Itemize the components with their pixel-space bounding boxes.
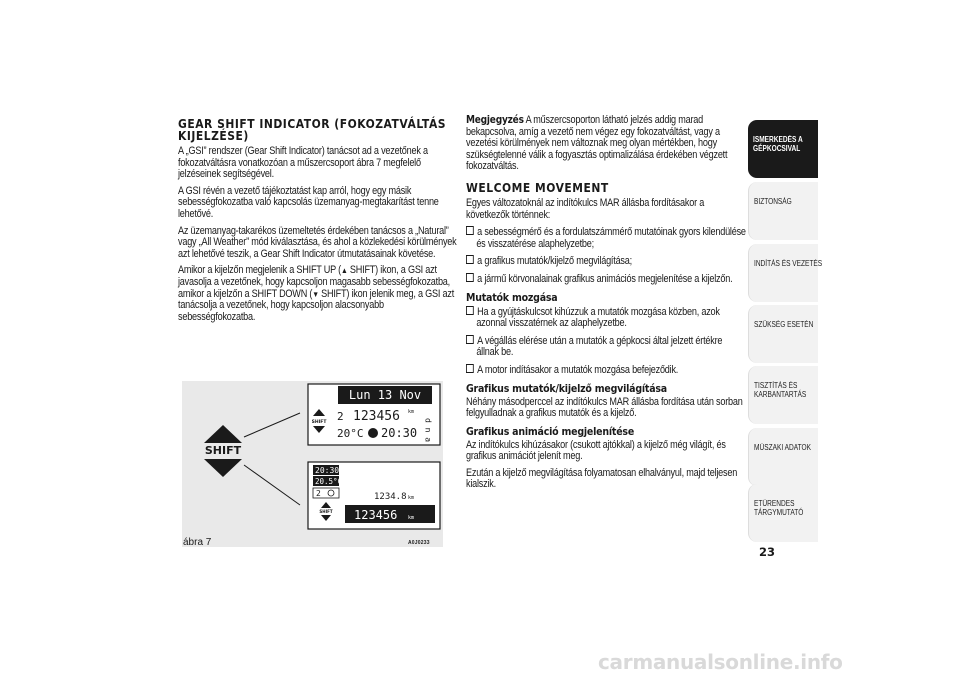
display1-gear: 2 bbox=[337, 410, 344, 423]
svg-text:km: km bbox=[408, 495, 415, 501]
pointer-line-down bbox=[244, 465, 300, 505]
gsi-paragraph-3: Az üzemanyag-takarékos üzemeltetés érdekében tanácsos a „Natural” vagy „All Weather” mód kiválasztása, és ahol a közlekedési körülmények azt lehetővé teszik, a Gear Shift Indicator útmutatásainak követése. bbox=[178, 224, 457, 260]
display1-odometer: 123456 bbox=[353, 409, 400, 424]
tab-inditas[interactable]: INDÍTÁS ÉS VEZETÉS bbox=[748, 244, 818, 302]
animation-paragraph-1: Az indítókulcs kihúzásakor (csukott ajtókkal) a kijelző még világít, és grafikus animációt jelenít meg. bbox=[466, 438, 726, 463]
checkbox-bullet-icon bbox=[466, 306, 474, 315]
gsi-paragraph-1: A „GSI” rendszer (Gear Shift Indicator) tanácsot ad a vezetőnek a fokozatváltásra vonatkozóan a műszercsoport ábra 7 megfelelő jelzéseinek segítségével. bbox=[178, 145, 428, 181]
shift-label-large: SHIFT bbox=[204, 444, 242, 457]
movement-heading: Mutatók mozgása bbox=[466, 290, 558, 304]
display-2 bbox=[308, 462, 440, 529]
left-column bbox=[178, 118, 462, 328]
welcome-intro: Egyes változatoknál az indítókulcs MAR állásba fordításakor a következők történnek: bbox=[466, 196, 705, 221]
tab-szukseg[interactable]: SZÜKSÉG ESETÉN bbox=[748, 305, 818, 363]
figure-caption: ábra 7 bbox=[183, 537, 212, 548]
clock-icon bbox=[368, 428, 378, 438]
right-column bbox=[466, 115, 746, 496]
note-label: Megjegyzés bbox=[466, 114, 524, 126]
display1-time: 20:30 bbox=[381, 426, 418, 440]
display2-gear: 2 bbox=[316, 489, 321, 498]
figure-code: A0J0233 bbox=[408, 540, 430, 546]
checkbox-bullet-icon bbox=[466, 273, 474, 282]
page-number: 23 bbox=[759, 545, 776, 559]
display1-date: Lun 13 Nov bbox=[348, 388, 422, 402]
tab-biztonsag[interactable]: BIZTONSÁG bbox=[748, 182, 818, 240]
tab-muszaki[interactable]: MŰSZAKI ADATOK bbox=[748, 428, 818, 486]
instrument-display-illustration bbox=[182, 381, 443, 547]
list-item: A végállás elérése után a mutatók a gépkocsi által jelzett értékre állnak be. bbox=[466, 335, 746, 359]
svg-text:SHIFT: SHIFT bbox=[311, 420, 327, 425]
gsi-heading: GEAR SHIFT INDICATOR (FOKOZATVÁLTÁS KIJELZÉSE) bbox=[178, 116, 447, 143]
display1-temp: 20°C bbox=[337, 427, 364, 440]
list-item: a sebességmérő és a fordulatszámmérő mutatóinak gyors kilendülése és visszatérése alaphelyzetbe; bbox=[466, 226, 746, 250]
display2-temp: 20.5°C bbox=[315, 477, 343, 486]
gsi-paragraph-2: A GSI révén a vezető tájékoztatást kap arról, hogy egy másik sebességfokozatba való kapcsolás üzemanyag-megtakarítást tenne lehetővé. bbox=[178, 184, 439, 220]
list-item: a grafikus mutatók/kijelző megvilágítása; bbox=[466, 255, 746, 268]
display1-mode-letters: d n a bbox=[423, 418, 433, 443]
pointer-line-up bbox=[244, 413, 300, 437]
shift-down-icon: ▼ bbox=[312, 289, 319, 299]
tab-tisztitas[interactable]: TISZTÍTÁS ÉS KARBANTARTÁS bbox=[748, 366, 818, 424]
lighting-paragraph: Néhány másodperccel az indítókulcs MAR állásba fordítása után sorban felgyulladnak a grafikus mutatók és a kijelző. bbox=[466, 395, 743, 420]
watermark: carmanualsonline.info bbox=[598, 650, 843, 674]
svg-text:km: km bbox=[408, 409, 415, 415]
display2-odometer: 123456 bbox=[354, 508, 398, 522]
list-item: Ha a gyújtáskulcsot kihúzzuk a mutatók mozgása közben, azok azonnal visszatérnek az alaphelyzetbe. bbox=[466, 306, 746, 330]
shift-up-icon: ▲ bbox=[340, 266, 348, 276]
checkbox-bullet-icon bbox=[466, 255, 474, 264]
note-paragraph: Megjegyzés A műszercsoporton látható jelzés addig marad bekapcsolva, amíg a vezető nem végez egy fokozatváltást, vagy a vezetési körülmények nem változnak meg olyan mértékben, hogy szükségtelenné válik a fogyasztás optimalizálása érdekében végzett fokozatváltás. bbox=[466, 114, 728, 173]
checkbox-bullet-icon bbox=[466, 364, 474, 373]
checkbox-bullet-icon bbox=[466, 335, 474, 344]
tab-ismerkedes[interactable]: ISMERKEDÉS A GÉPKOCSIVAL bbox=[748, 120, 818, 178]
display-1 bbox=[308, 384, 440, 445]
display2-trip: 1234.8 bbox=[374, 492, 407, 502]
checkbox-bullet-icon bbox=[466, 226, 474, 235]
animation-paragraph-2: Ezután a kijelző megvilágítása folyamatosan elhalványul, majd teljesen kialszik. bbox=[466, 466, 738, 491]
welcome-heading: WELCOME MOVEMENT bbox=[466, 179, 609, 195]
svg-text:SHIFT: SHIFT bbox=[319, 509, 333, 514]
animation-heading: Grafikus animáció megjelenítése bbox=[466, 424, 635, 438]
gsi-paragraph-4: Amikor a kijelzőn megjelenik a SHIFT UP (▲ SHIFT) ikon, a GSI azt javasolja a vezetőnek, hogy kapcsoljon magasabb sebességfokozatba, amikor a kijelzőn a SHIFT DOWN (▼ SHIFT) ikon jelenik meg, a GSI azt tanácsolja a vezetőnek, hogy kapcsoljon alacsonyabb sebességfokozatba. bbox=[178, 264, 455, 323]
list-item: a jármű körvonalainak grafikus animációs megjelenítése a kijelzőn. bbox=[466, 273, 746, 286]
svg-text:km: km bbox=[408, 515, 415, 521]
display2-time: 20:30 bbox=[315, 466, 340, 475]
shift-icon-large bbox=[204, 425, 242, 477]
tab-targymutato[interactable]: ETŰRENDES TÁRGYMUTATÓ bbox=[748, 484, 818, 542]
figure-7 bbox=[182, 381, 443, 547]
list-item: A motor indításakor a mutatók mozgása befejeződik. bbox=[466, 364, 746, 377]
lighting-heading: Grafikus mutatók/kijelző megvilágítása bbox=[466, 381, 667, 395]
